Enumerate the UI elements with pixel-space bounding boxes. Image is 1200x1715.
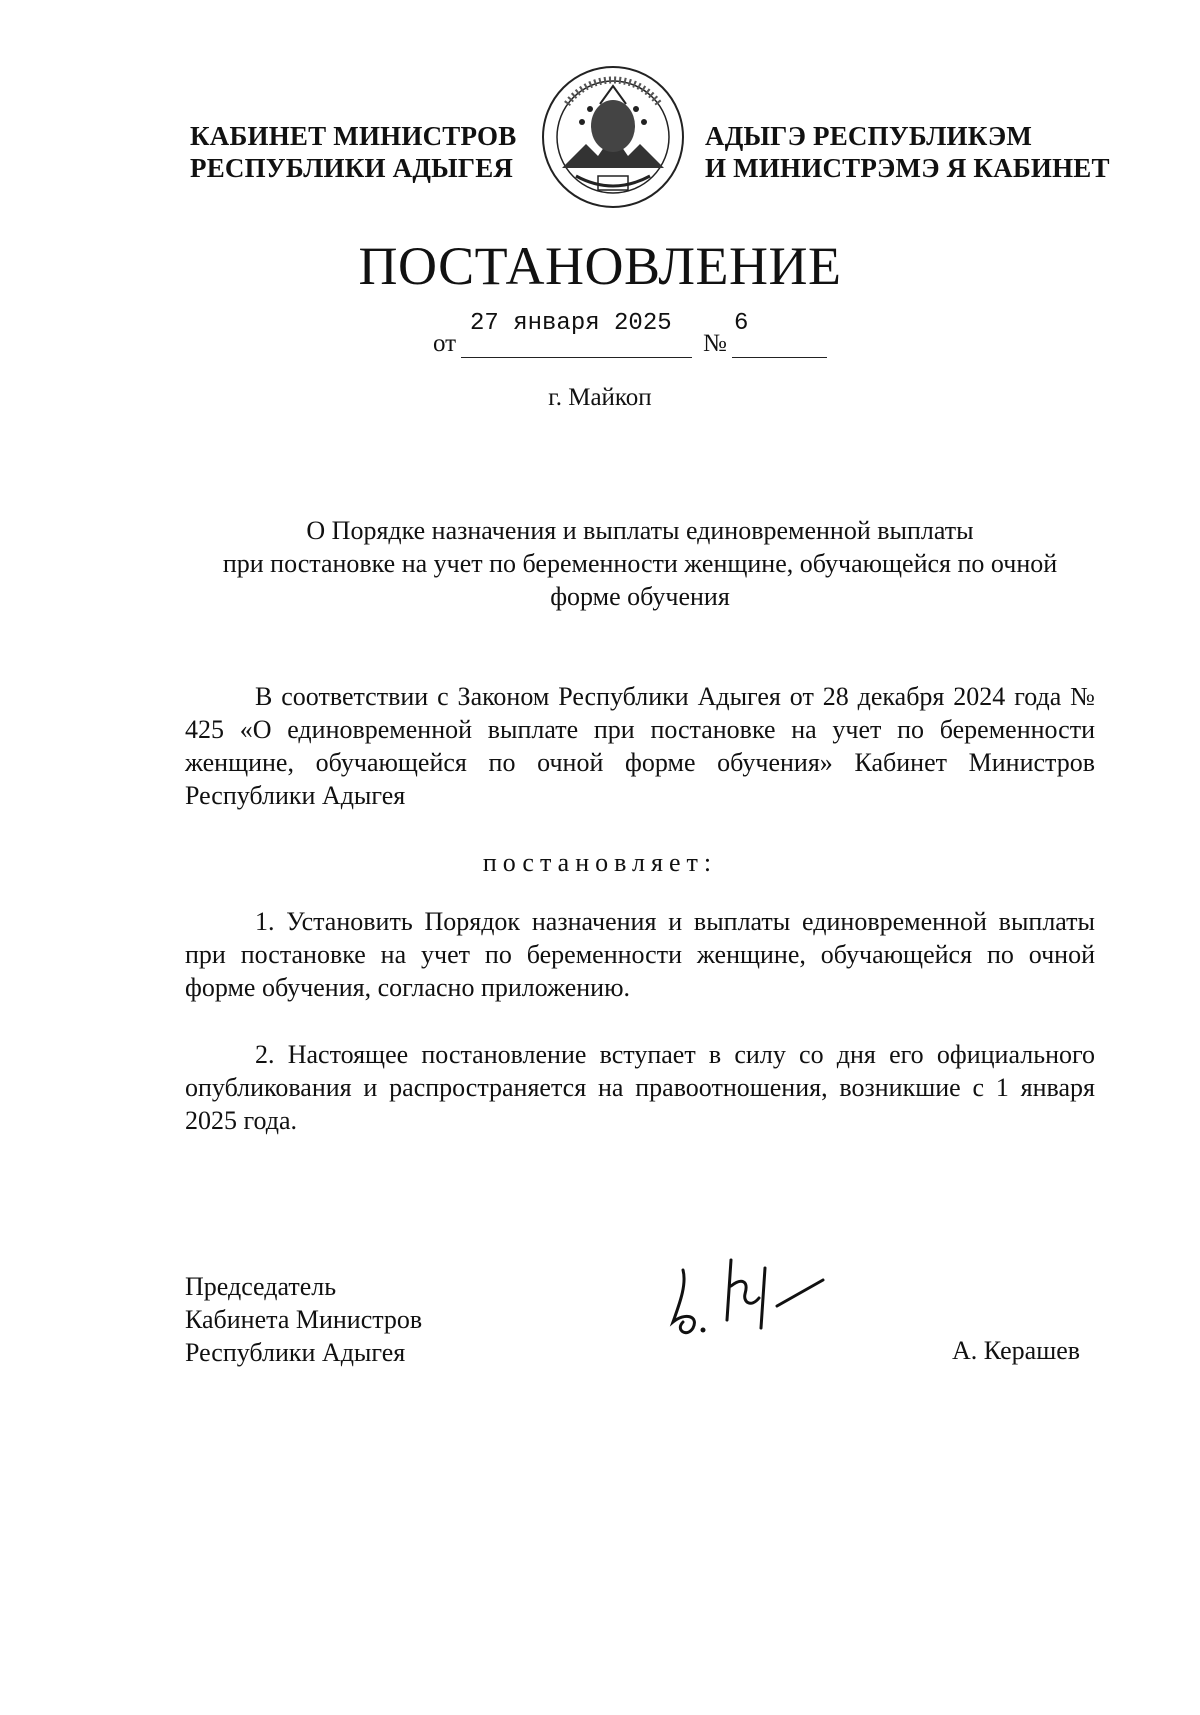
header-right-line-1: АДЫГЭ РЕСПУБЛИКЭМ — [705, 121, 1033, 151]
document-title: ПОСТАНОВЛЕНИЕ — [358, 236, 842, 296]
city: г. Майкоп — [548, 384, 652, 411]
date-from-label: от — [433, 330, 457, 357]
preamble-paragraph: В соответствии с Законом Республики Адыгея от 28 декабря 2024 года № 425 «О единовременной выплате при постановке на учет по беременности женщине, обучающейся по очной форме обучения» Кабинет Министров Республики Адыгея — [185, 682, 1095, 810]
subject-line-1: О Порядке назначения и выплаты единовременной выплаты — [306, 516, 974, 545]
signatory-position — [185, 1270, 422, 1369]
number-underline — [732, 357, 827, 358]
document-subject — [185, 514, 1095, 613]
number-label: № — [703, 330, 727, 357]
subject-line-2: при постановке на учет по беременности женщине, обучающейся по очной — [222, 549, 1058, 578]
decree-word: постановляет: — [482, 848, 718, 877]
header-left — [190, 120, 516, 184]
item-paragraph-1: 1. Установить Порядок назначения и выплаты единовременной выплаты при постановке на учет по беременности женщине, обучающейся по очной форме обучения, согласно приложению. — [185, 907, 1095, 1002]
date-underline — [461, 357, 692, 358]
position-line-3: Республики Адыгея — [185, 1338, 406, 1367]
subject-line-3: форме обучения — [550, 582, 730, 611]
dateline — [0, 310, 1200, 370]
position-line-1: Председатель — [185, 1272, 337, 1301]
document-date: 27 января 2025 — [470, 310, 672, 337]
header-left-line-2: РЕСПУБЛИКИ АДЫГЕЯ — [190, 153, 514, 183]
signer-name: А. Керашев — [952, 1336, 1081, 1365]
header-right — [705, 120, 1110, 184]
handwritten-signature-icon — [665, 1250, 835, 1345]
position-line-2: Кабинета Министров — [185, 1305, 423, 1334]
document-number: 6 — [734, 310, 749, 337]
adygea-coat-of-arms-icon — [540, 64, 686, 210]
item-paragraph-2: 2. Настоящее постановление вступает в силу со дня его официального опубликования и распространяется на правоотношения, возникшие с 1 января 2025 года. — [185, 1040, 1095, 1135]
header-right-line-2: И МИНИСТРЭМЭ Я КАБИНЕТ — [705, 153, 1110, 183]
header-left-line-1: КАБИНЕТ МИНИСТРОВ — [190, 121, 517, 151]
